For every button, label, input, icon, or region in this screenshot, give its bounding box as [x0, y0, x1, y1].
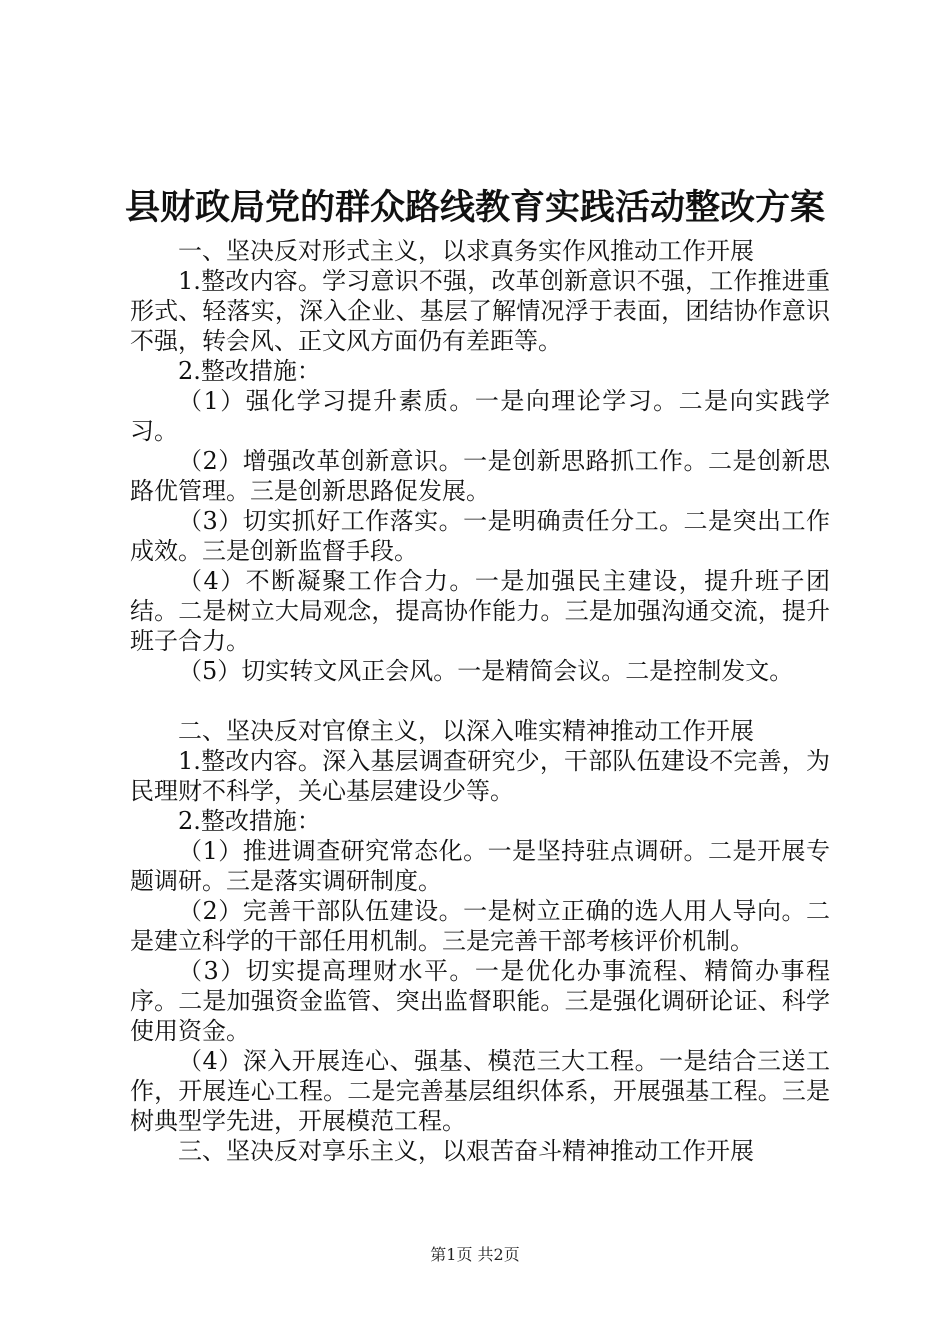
section-heading-1: 一、坚决反对形式主义，以求真务实作风推动工作开展	[178, 237, 754, 265]
list-item: （2）增强改革创新意识。一是创新思路抓工作。二是创新思路优管理。三是创新思路促发展。	[130, 447, 830, 505]
page-footer: 第1页 共2页	[430, 1245, 520, 1264]
section-heading-2: 二、坚决反对官僚主义，以深入唯实精神推动工作开展	[178, 717, 754, 745]
document-title: 县财政局党的群众路线教育实践活动整改方案	[124, 187, 825, 228]
list-item: （3）切实抓好工作落实。一是明确责任分工。二是突出工作成效。三是创新监督手段。	[130, 507, 830, 565]
list-item: （4）不断凝聚工作合力。一是加强民主建设，提升班子团结。二是树立大局观念，提高协作能力。三是加强沟通交流，提升班子合力。	[130, 567, 830, 655]
list-item: （2）完善干部队伍建设。一是树立正确的选人用人导向。二是建立科学的干部任用机制。三是完善干部考核评价机制。	[130, 897, 830, 955]
paragraph: 1.整改内容。深入基层调查研究少，干部队伍建设不完善，为民理财不科学，关心基层建设少等。	[130, 747, 830, 805]
document-body	[130, 236, 830, 1166]
list-item: （3）切实提高理财水平。一是优化办事流程、精简办事程序。二是加强资金监管、突出监督职能。三是强化调研论证、科学使用资金。	[130, 957, 830, 1045]
paragraph-spacer	[130, 686, 830, 716]
list-item: （1）推进调查研究常态化。一是坚持驻点调研。二是开展专题调研。三是落实调研制度。	[130, 837, 830, 895]
paragraph: 2.整改措施：	[178, 357, 321, 385]
section-heading-3: 三、坚决反对享乐主义，以艰苦奋斗精神推动工作开展	[178, 1137, 754, 1165]
list-item: （5）切实转文风正会风。一是精简会议。二是控制发文。	[178, 657, 794, 685]
paragraph: 2.整改措施：	[178, 807, 321, 835]
list-item: （1）强化学习提升素质。一是向理论学习。二是向实践学习。	[130, 387, 830, 445]
list-item: （4）深入开展连心、强基、模范三大工程。一是结合三送工作，开展连心工程。二是完善基层组织体系，开展强基工程。三是树典型学先进，开展模范工程。	[130, 1047, 830, 1135]
paragraph: 1.整改内容。学习意识不强，改革创新意识不强，工作推进重形式、轻落实，深入企业、基层了解情况浮于表面，团结协作意识不强，转会风、正文风方面仍有差距等。	[130, 267, 830, 355]
